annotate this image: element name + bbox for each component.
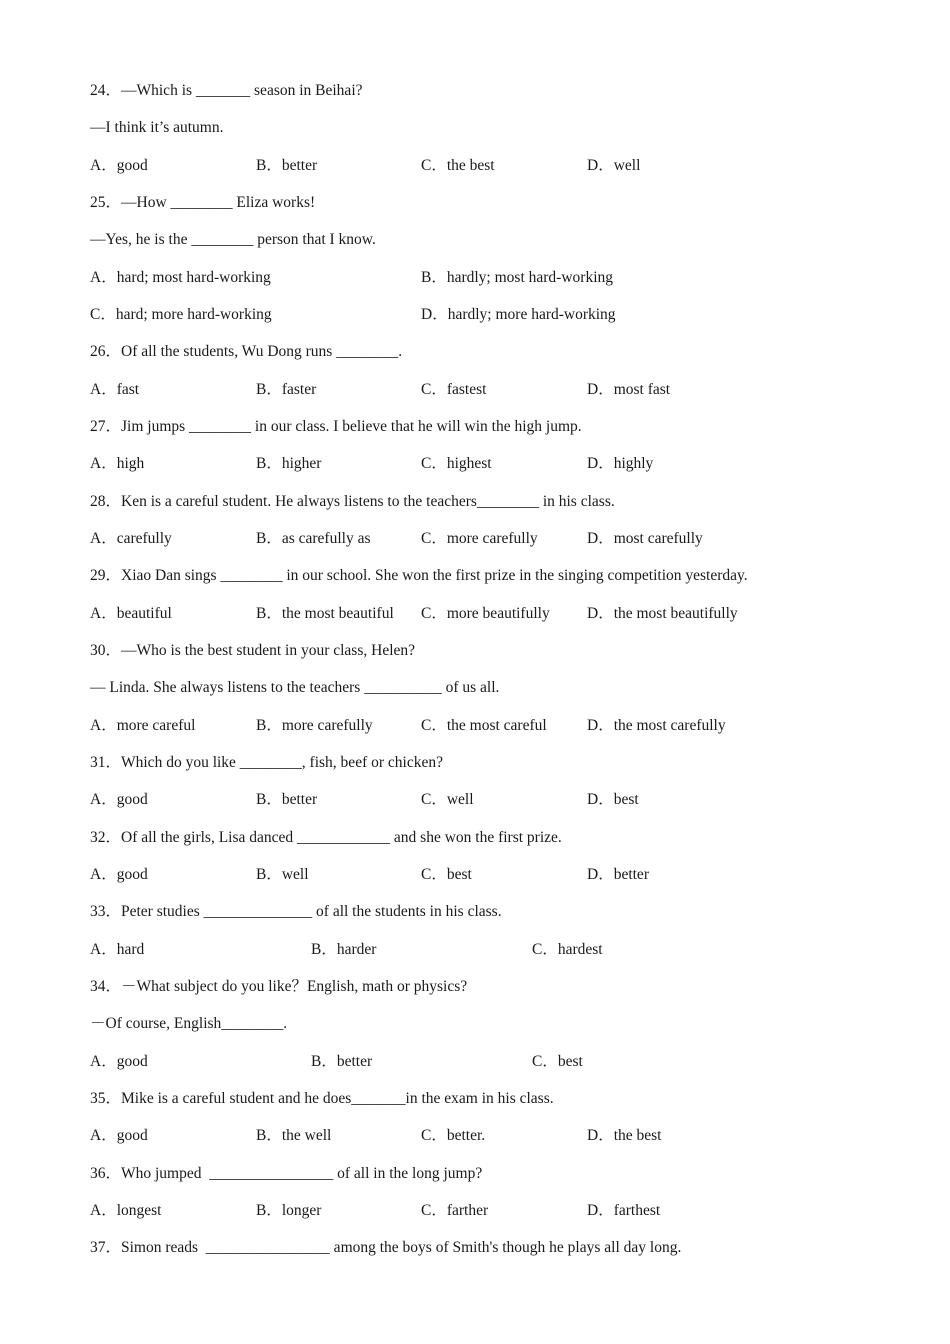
answer-option: A．hard; most hard-working <box>90 268 271 286</box>
question-stem: 26．Of all the students, Wu Dong runs ________. <box>90 343 403 361</box>
answer-option: C．farther <box>421 1201 489 1219</box>
answer-option: A．good <box>90 1127 148 1145</box>
answer-option: A．longest <box>90 1201 162 1219</box>
answer-option: D．better <box>587 865 649 883</box>
answer-option: C．hard; more hard-working <box>90 305 272 323</box>
answer-option: B．better <box>256 791 318 809</box>
question-stem: 34．－What subject do you like？English, math or physics? <box>90 977 468 995</box>
answer-option: D．most carefully <box>587 529 703 547</box>
question-line: — Linda. She always listens to the teachers __________ of us all. <box>90 679 500 697</box>
answer-option: B．faster <box>256 380 317 398</box>
answer-option: C．highest <box>421 455 492 473</box>
answer-option: D．highly <box>587 455 654 473</box>
answer-option: D．the most carefully <box>587 716 726 734</box>
answer-option: C．well <box>421 791 474 809</box>
question-stem: 29．Xiao Dan sings ________ in our school. She won the first prize in the singing competition yesterday. <box>90 567 748 585</box>
answer-option: B．harder <box>311 940 377 958</box>
answer-option: C．fastest <box>421 380 487 398</box>
answer-option: D．farthest <box>587 1201 661 1219</box>
answer-option: A．good <box>90 1052 148 1070</box>
answer-option: C．hardest <box>532 940 603 958</box>
question-line: —I think it’s autumn. <box>90 119 224 137</box>
answer-option: A．fast <box>90 380 140 398</box>
answer-option: B．hardly; most hard-working <box>421 268 614 286</box>
answer-option: A．good <box>90 791 148 809</box>
answer-option: D．the best <box>587 1127 662 1145</box>
answer-option: D．most fast <box>587 380 671 398</box>
answer-option: B．as carefully as <box>256 529 371 547</box>
answer-option: C．the best <box>421 156 495 174</box>
question-line: －Of course, English________. <box>90 1015 288 1033</box>
answer-option: D．well <box>587 156 641 174</box>
question-stem: 36．Who jumped ________________ of all in the long jump? <box>90 1164 483 1182</box>
answer-option: A．hard <box>90 940 145 958</box>
question-stem: 31．Which do you like ________, fish, beef or chicken? <box>90 753 443 771</box>
question-line: —Yes, he is the ________ person that I know. <box>90 231 376 249</box>
answer-option: A．carefully <box>90 529 172 547</box>
answer-option: C．best <box>421 865 472 883</box>
answer-option: B．longer <box>256 1201 322 1219</box>
answer-option: C．the most careful <box>421 716 547 734</box>
question-stem: 27．Jim jumps ________ in our class. I believe that he will win the high jump. <box>90 417 582 435</box>
answer-option: B．the well <box>256 1127 332 1145</box>
answer-option: C．more beautifully <box>421 604 550 622</box>
question-stem: 30．—Who is the best student in your class, Helen? <box>90 641 416 659</box>
answer-option: B．better <box>311 1052 373 1070</box>
answer-option: B．higher <box>256 455 322 473</box>
answer-option: C．more carefully <box>421 529 538 547</box>
answer-option: B．well <box>256 865 309 883</box>
answer-option: A．good <box>90 156 148 174</box>
question-stem: 32．Of all the girls, Lisa danced ____________ and she won the first prize. <box>90 828 562 846</box>
question-stem: 24．—Which is _______ season in Beihai? <box>90 82 363 99</box>
question-stem: 37．Simon reads ________________ among the boys of Smith's though he plays all day long. <box>90 1239 682 1257</box>
question-stem: 25．—How ________ Eliza works! <box>90 193 316 211</box>
answer-option: D．best <box>587 791 639 809</box>
answer-option: C．best <box>532 1052 583 1070</box>
answer-option: A．good <box>90 865 148 883</box>
answer-option: C．better. <box>421 1127 486 1145</box>
question-stem: 33．Peter studies ______________ of all the students in his class. <box>90 903 502 921</box>
question-stem: 28．Ken is a careful student. He always listens to the teachers________ in his class. <box>90 492 615 510</box>
answer-option: B．the most beautiful <box>256 604 394 622</box>
answer-option: A．beautiful <box>90 604 172 622</box>
question-stem: 35．Mike is a careful student and he does_______in the exam in his class. <box>90 1089 554 1107</box>
answer-option: B．better <box>256 156 318 174</box>
answer-option: D．the most beautifully <box>587 604 738 622</box>
answer-option: D．hardly; more hard-working <box>421 305 616 323</box>
answer-option: B．more carefully <box>256 716 373 734</box>
answer-option: A．more careful <box>90 716 196 734</box>
answer-option: A．high <box>90 455 145 473</box>
